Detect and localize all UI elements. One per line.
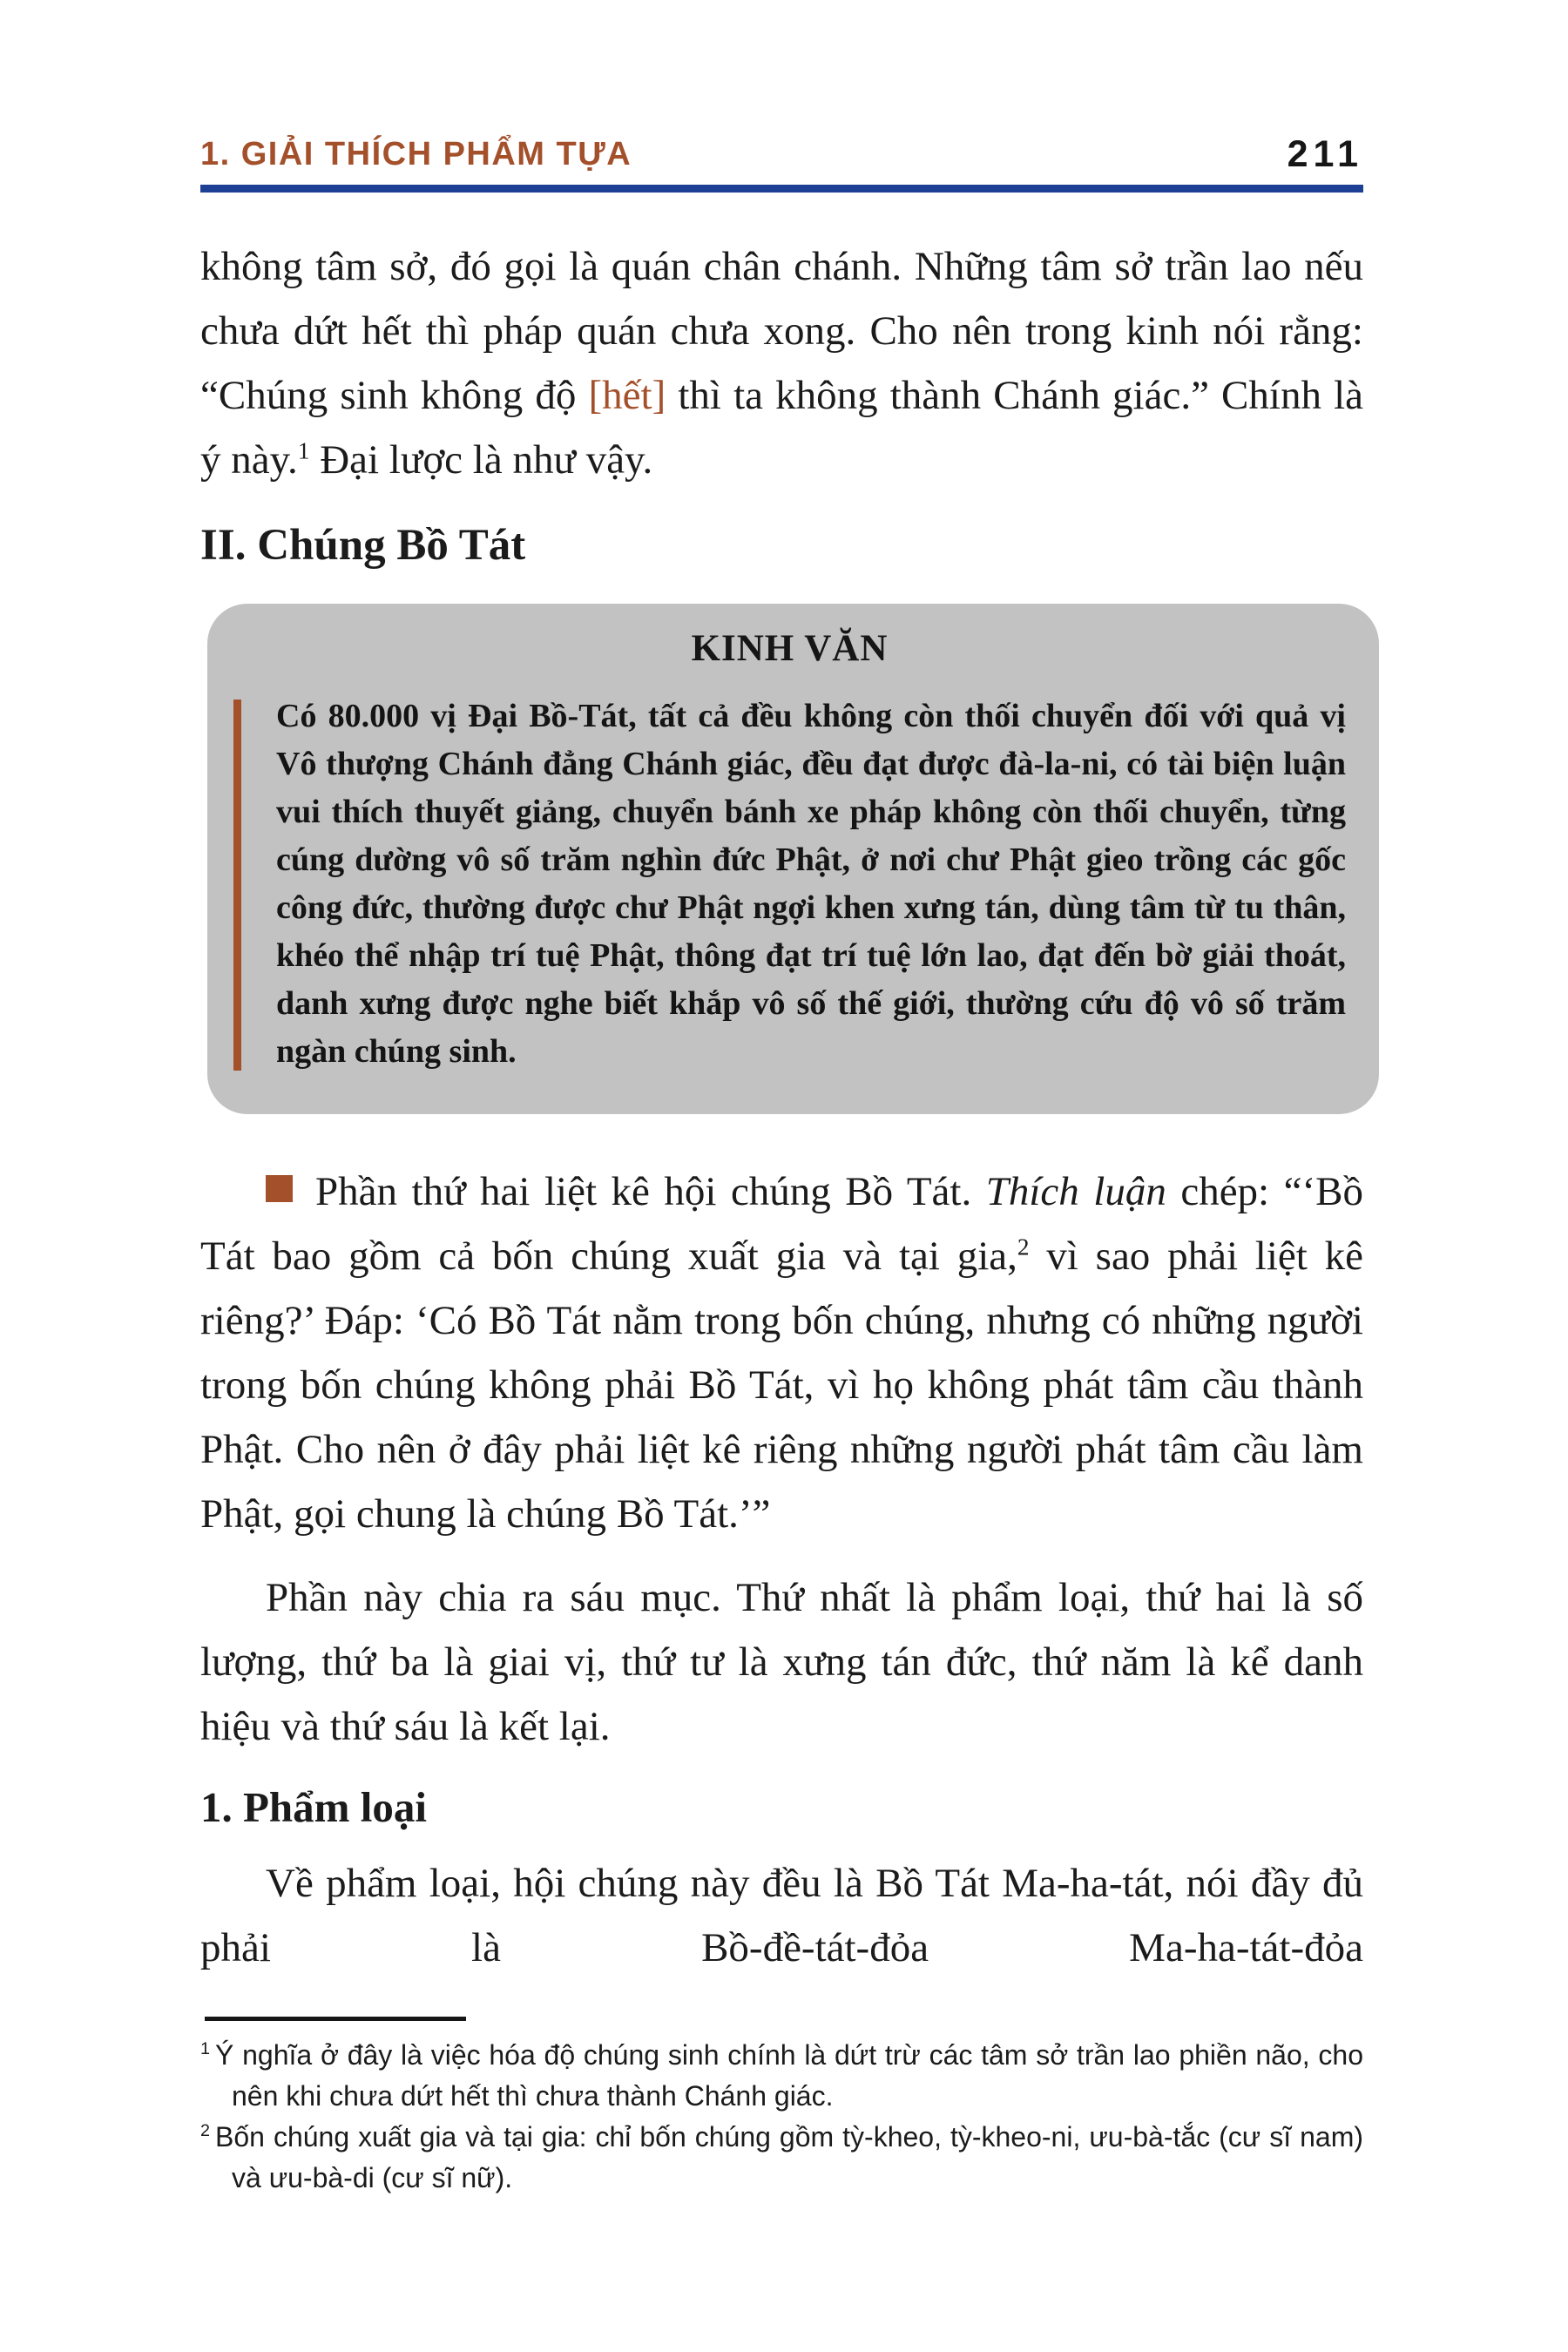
pham-loai-paragraph: Về phẩm loại, hội chúng này đều là Bồ Tát Ma-ha-tát, nói đầy đủ phải là Bồ-đề-tát-đỏa Ma-ha-tát-đỏa	[200, 1861, 1363, 1970]
footnote-1-text: Ý nghĩa ở đây là việc hóa độ chúng sinh chính là dứt trừ các tâm sở trần lao phiền não, cho nên khi chưa dứt hết thì chưa thành Chánh giác.	[215, 2039, 1363, 2112]
page-number: 211	[1287, 133, 1363, 175]
running-head	[200, 132, 1363, 176]
chapter-title: 1. GIẢI THÍCH PHẨM TỰA	[200, 136, 632, 172]
sutra-quote-row	[233, 693, 1346, 1076]
square-bullet-icon	[266, 1175, 293, 1202]
sutra-box-title: KINH VĂN	[691, 628, 889, 669]
intro-text-2: thì ta không thành Chánh giác.” Chính là ý này.	[200, 373, 1363, 483]
commentary-text-1: Phần thứ hai liệt kê hội chúng Bồ Tát.	[315, 1169, 986, 1214]
footnote-1	[200, 2035, 1363, 2117]
footnote-2	[200, 2117, 1363, 2199]
section-heading: II. Chúng Bồ Tát	[200, 521, 526, 570]
intro-text-3: Đại lược là như vậy.	[309, 437, 653, 483]
quote-bar	[233, 700, 241, 1071]
commentary-paragraph	[200, 1159, 1363, 1546]
six-parts-paragraph: Phần này chia ra sáu mục. Thứ nhất là phẩm loại, thứ hai là số lượng, thứ ba là giai vị, thứ tư là xưng tán đức, thứ năm là kể danh hiệu và thứ sáu là kết lại.	[200, 1575, 1363, 1749]
commentary-text-2: chép: “‘Bồ Tát bao gồm cả bốn chúng xuất gia và tại gia,	[200, 1169, 1363, 1279]
header-rule	[200, 185, 1363, 193]
cited-work-title: Thích luận	[985, 1169, 1166, 1214]
footnote-reference-1: 1	[297, 437, 310, 464]
sutra-quote-box	[207, 604, 1379, 1114]
intro-text-1: không tâm sở, đó gọi là quán chân chánh. Những tâm sở trần lao nếu chưa dứt hết thì pháp quán chưa xong. Cho nên trong kinh nói rằng: “Chúng sinh không độ	[200, 244, 1363, 418]
footnote-2-text: Bốn chúng xuất gia và tại gia: chỉ bốn chúng gồm tỳ-kheo, tỳ-kheo-ni, ưu-bà-tắc (cư sĩ nam) và ưu-bà-di (cư sĩ nữ).	[215, 2121, 1363, 2193]
commentary-text-3: vì sao phải liệt kê riêng?’ Đáp: ‘Có Bồ Tát nằm trong bốn chúng, nhưng có những người trong bốn chúng không phải Bồ Tát, vì họ không phát tâm cầu thành Phật. Cho nên ở đây phải liệt kê riêng những người phát tâm cầu làm Phật, gọi chung là chúng Bồ Tát.’”	[200, 1233, 1363, 1537]
bracketed-word: [hết]	[588, 373, 666, 418]
footnote-2-marker: 2	[200, 2121, 211, 2141]
footnote-reference-2: 2	[1017, 1233, 1030, 1260]
footnote-divider	[205, 2017, 466, 2021]
footnote-1-marker: 1	[200, 2039, 211, 2059]
subsection-heading: 1. Phẩm loại	[200, 1783, 427, 1831]
intro-paragraph	[200, 234, 1363, 492]
sutra-quote-text: Có 80.000 vị Đại Bồ-Tát, tất cả đều không còn thối chuyển đối với quả vị Vô thượng Chánh đẳng Chánh giác, đều đạt được đà-la-ni, có tài biện luận vui thích thuyết giảng, chuyển bánh xe pháp không còn thối chuyển, từng cúng dường vô số trăm nghìn đức Phật, ở nơi chư Phật gieo trồng các gốc công đức, thường được chư Phật ngợi khen xưng tán, dùng tâm từ tu thân, khéo thể nhập trí tuệ Phật, thông đạt trí tuệ lớn lao, đạt đến bờ giải thoát, danh xưng được nghe biết khắp vô số thế giới, thường cứu độ vô số trăm ngàn chúng sinh.	[276, 698, 1346, 1070]
